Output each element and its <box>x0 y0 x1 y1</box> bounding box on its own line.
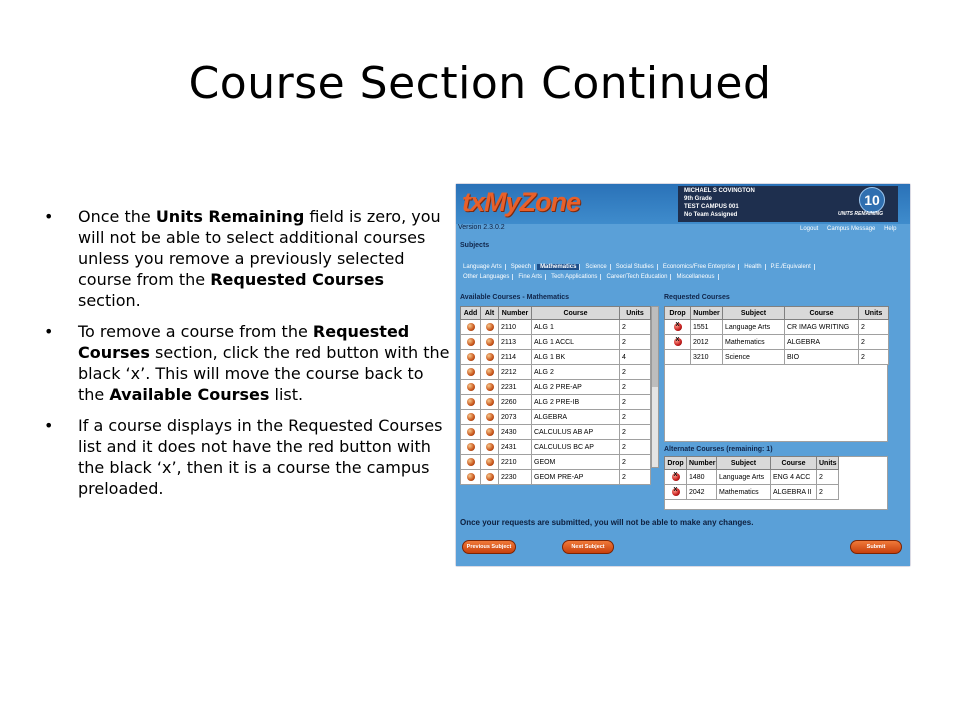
bullet-dot: • <box>44 416 54 435</box>
add-cell <box>461 320 481 335</box>
user-grade: 9th Grade <box>684 196 713 202</box>
alt-cell <box>481 455 499 470</box>
subject-tab[interactable]: Tech Applications <box>548 274 601 280</box>
alt-cell <box>481 350 499 365</box>
bullet-item <box>40 415 450 499</box>
add-course-button-icon[interactable] <box>467 398 475 406</box>
bullet-text: section. <box>78 291 141 310</box>
drop-cell <box>665 350 691 365</box>
course-subject: Mathematics <box>717 485 771 500</box>
add-cell <box>461 440 481 455</box>
available-course-row <box>461 470 651 485</box>
alt-cell <box>481 470 499 485</box>
bullet-text: list. <box>269 385 304 404</box>
bullet-emphasis: Units Remaining <box>155 207 305 226</box>
add-cell <box>461 335 481 350</box>
drop-cell <box>665 485 687 500</box>
course-number: 2114 <box>499 350 532 365</box>
add-alternate-button-icon[interactable] <box>486 458 494 466</box>
add-course-button-icon[interactable] <box>467 353 475 361</box>
bullet-text: Once the <box>78 207 156 226</box>
subject-tab[interactable]: Social Studies <box>613 264 658 270</box>
alt-cell <box>481 440 499 455</box>
course-number: 2110 <box>499 320 532 335</box>
bullet-list <box>40 206 450 509</box>
add-alternate-button-icon[interactable] <box>486 338 494 346</box>
course-units: 2 <box>859 335 889 350</box>
bullet-text: field is zero, you will not be able to select additional courses unless you remove a previously selected course from the <box>78 207 441 289</box>
course-course: ENG 4 ACC <box>771 470 817 485</box>
course-units: 2 <box>620 470 651 485</box>
add-course-button-icon[interactable] <box>467 458 475 466</box>
column-header: Alt <box>481 307 499 320</box>
available-courses-heading: Available Courses - Mathematics <box>460 294 570 301</box>
course-units: 2 <box>620 335 651 350</box>
add-alternate-button-icon[interactable] <box>486 368 494 376</box>
course-selection-screenshot <box>456 184 910 566</box>
column-header: Units <box>817 457 839 470</box>
next-subject-button[interactable]: Next Subject <box>562 540 614 554</box>
course-units: 2 <box>817 485 839 500</box>
add-cell <box>461 425 481 440</box>
app-logo: txMyZone <box>462 187 581 217</box>
add-course-button-icon[interactable] <box>467 413 475 421</box>
help-link[interactable]: Help <box>884 226 897 232</box>
course-units: 2 <box>859 350 889 365</box>
course-units: 2 <box>620 365 651 380</box>
course-units: 2 <box>620 455 651 470</box>
course-units: 2 <box>859 320 889 335</box>
drop-cell <box>665 320 691 335</box>
subject-tab[interactable]: Miscellaneous <box>673 274 718 280</box>
user-name: MICHAEL S COVINGTON <box>684 188 755 194</box>
column-header: Add <box>461 307 481 320</box>
drop-course-button-icon[interactable] <box>674 338 682 346</box>
subject-tab[interactable]: Mathematics <box>537 264 580 270</box>
user-team: No Team Assigned <box>684 212 738 218</box>
add-alternate-button-icon[interactable] <box>486 398 494 406</box>
course-number: 1480 <box>687 470 717 485</box>
add-cell <box>461 455 481 470</box>
alternate-courses-table <box>664 456 839 500</box>
add-alternate-button-icon[interactable] <box>486 443 494 451</box>
course-course: ALG 2 PRE-IB <box>532 395 620 410</box>
column-header: Subject <box>717 457 771 470</box>
course-course: BIO <box>785 350 859 365</box>
add-alternate-button-icon[interactable] <box>486 473 494 481</box>
available-course-row <box>461 395 651 410</box>
available-course-row <box>461 410 651 425</box>
course-number: 2113 <box>499 335 532 350</box>
available-course-row <box>461 380 651 395</box>
course-units: 4 <box>620 350 651 365</box>
course-number: 2042 <box>687 485 717 500</box>
alternate-course-row <box>665 470 839 485</box>
drop-cell <box>665 470 687 485</box>
add-course-button-icon[interactable] <box>467 383 475 391</box>
course-subject: Mathematics <box>723 335 785 350</box>
course-units: 2 <box>620 425 651 440</box>
bullet-text: section, click the red button with the black ‘x’. This will move the course back to the <box>78 343 450 404</box>
bullet-dot: • <box>44 322 54 341</box>
course-subject: Language Arts <box>717 470 771 485</box>
course-subject: Language Arts <box>723 320 785 335</box>
bullet-item <box>40 321 450 405</box>
course-course: ALGEBRA <box>532 410 620 425</box>
alt-cell <box>481 410 499 425</box>
units-remaining-count: 10 <box>859 187 885 213</box>
column-header: Units <box>859 307 889 320</box>
column-header: Number <box>499 307 532 320</box>
subject-tab[interactable]: Other Languages <box>460 274 513 280</box>
add-course-button-icon[interactable] <box>467 443 475 451</box>
course-units: 2 <box>620 410 651 425</box>
course-course: CALCULUS BC AP <box>532 440 620 455</box>
alternate-courses-heading: Alternate Courses (remaining: 1) <box>664 446 773 453</box>
submit-button[interactable]: Submit <box>850 540 902 554</box>
alt-cell <box>481 365 499 380</box>
column-header: Number <box>687 457 717 470</box>
add-course-button-icon[interactable] <box>467 338 475 346</box>
course-course: ALG 1 <box>532 320 620 335</box>
add-cell <box>461 350 481 365</box>
course-number: 2012 <box>691 335 723 350</box>
course-number: 2260 <box>499 395 532 410</box>
course-course: ALGEBRA II <box>771 485 817 500</box>
add-alternate-button-icon[interactable] <box>486 383 494 391</box>
bullet-emphasis: Available Courses <box>109 385 270 404</box>
available-course-row <box>461 440 651 455</box>
course-number: 3210 <box>691 350 723 365</box>
alt-cell <box>481 395 499 410</box>
drop-course-button-icon[interactable] <box>672 473 680 481</box>
drop-course-button-icon[interactable] <box>674 323 682 331</box>
column-header: Drop <box>665 457 687 470</box>
add-course-button-icon[interactable] <box>467 368 475 376</box>
available-course-row <box>461 365 651 380</box>
submission-notice: Once your requests are submitted, you will not be able to make any changes. <box>460 518 754 527</box>
course-number: 2073 <box>499 410 532 425</box>
course-number: 1551 <box>691 320 723 335</box>
add-alternate-button-icon[interactable] <box>486 353 494 361</box>
add-alternate-button-icon[interactable] <box>486 428 494 436</box>
subject-tab[interactable]: Economics/Free Enterprise <box>660 264 739 270</box>
course-number: 2210 <box>499 455 532 470</box>
course-course: ALG 2 PRE-AP <box>532 380 620 395</box>
available-course-row <box>461 335 651 350</box>
available-courses-scrollbar[interactable] <box>651 306 659 468</box>
add-alternate-button-icon[interactable] <box>486 323 494 331</box>
alternate-course-row <box>665 485 839 500</box>
add-cell <box>461 365 481 380</box>
bullet-dot: • <box>44 207 54 226</box>
course-course: GEOM <box>532 455 620 470</box>
course-number: 2212 <box>499 365 532 380</box>
available-course-row <box>461 320 651 335</box>
add-course-button-icon[interactable] <box>467 473 475 481</box>
course-course: ALG 2 <box>532 365 620 380</box>
available-course-row <box>461 455 651 470</box>
requested-course-row <box>665 350 889 365</box>
subject-tabs-row-2 <box>460 274 900 284</box>
version-label: Version 2.3.0.2 <box>458 224 505 231</box>
add-cell <box>461 380 481 395</box>
add-cell <box>461 470 481 485</box>
course-course: ALG 1 BK <box>532 350 620 365</box>
bullet-text: To remove a course from the <box>78 322 313 341</box>
column-header: Course <box>771 457 817 470</box>
add-alternate-button-icon[interactable] <box>486 413 494 421</box>
course-course: CR IMAG WRITING <box>785 320 859 335</box>
drop-course-button-icon[interactable] <box>672 488 680 496</box>
campus-message-link[interactable]: Campus Message <box>827 226 876 232</box>
add-cell <box>461 395 481 410</box>
course-course: ALGEBRA <box>785 335 859 350</box>
alt-cell <box>481 320 499 335</box>
subject-tabs-row-1 <box>460 264 900 274</box>
alt-cell <box>481 380 499 395</box>
bullet-emphasis: Requested Courses <box>210 270 385 289</box>
subject-tabs <box>460 264 900 284</box>
course-course: CALCULUS AB AP <box>532 425 620 440</box>
available-courses-table <box>460 306 651 485</box>
column-header: Subject <box>723 307 785 320</box>
column-header: Number <box>691 307 723 320</box>
course-number: 2231 <box>499 380 532 395</box>
requested-courses-heading: Requested Courses <box>664 294 730 301</box>
drop-cell <box>665 335 691 350</box>
course-number: 2431 <box>499 440 532 455</box>
units-remaining-label: UNITS REMAINING <box>838 211 883 217</box>
subjects-heading: Subjects <box>460 242 490 249</box>
top-links <box>800 226 903 232</box>
subject-tab[interactable]: P.E./Equivalent <box>768 264 815 270</box>
subject-tab[interactable]: Language Arts <box>460 264 506 270</box>
course-course: ALG 1 ACCL <box>532 335 620 350</box>
course-units: 2 <box>620 440 651 455</box>
alt-cell <box>481 425 499 440</box>
column-header: Course <box>785 307 859 320</box>
bullet-text: If a course displays in the Requested Courses list and it does not have the red button with the black ‘x’, then it is a course the campus preloaded. <box>78 416 443 498</box>
user-campus: TEST CAMPUS 001 <box>684 204 739 210</box>
course-number: 2230 <box>499 470 532 485</box>
available-course-row <box>461 350 651 365</box>
subject-tab[interactable]: Speech <box>508 264 535 270</box>
bullet-item <box>40 206 450 311</box>
logout-link[interactable]: Logout <box>800 226 819 232</box>
course-units: 2 <box>817 470 839 485</box>
add-course-button-icon[interactable] <box>467 323 475 331</box>
previous-subject-button[interactable]: Previous Subject <box>462 540 516 554</box>
course-units: 2 <box>620 380 651 395</box>
subject-tab[interactable]: Career/Tech Education <box>603 274 671 280</box>
course-subject: Science <box>723 350 785 365</box>
subject-tab[interactable]: Health <box>741 264 765 270</box>
requested-course-row <box>665 320 889 335</box>
available-course-row <box>461 425 651 440</box>
course-units: 2 <box>620 395 651 410</box>
alt-cell <box>481 335 499 350</box>
course-course: GEOM PRE-AP <box>532 470 620 485</box>
subject-tab[interactable]: Science <box>582 264 610 270</box>
bullet-emphasis: Requested Courses <box>78 322 410 362</box>
subject-tab[interactable]: Fine Arts <box>515 274 546 280</box>
course-number: 2430 <box>499 425 532 440</box>
column-header: Course <box>532 307 620 320</box>
requested-courses-table <box>664 306 889 365</box>
course-units: 2 <box>620 320 651 335</box>
slide-title: Course Section Continued <box>188 58 772 109</box>
requested-course-row <box>665 335 889 350</box>
column-header: Units <box>620 307 651 320</box>
add-cell <box>461 410 481 425</box>
add-course-button-icon[interactable] <box>467 428 475 436</box>
column-header: Drop <box>665 307 691 320</box>
